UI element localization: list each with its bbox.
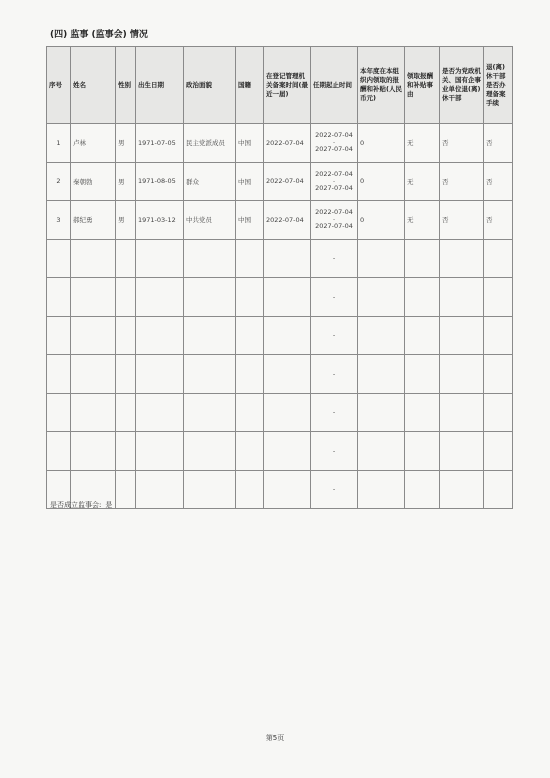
empty-cell — [47, 355, 71, 394]
cell-birth: 1971-08-05 — [136, 162, 184, 201]
empty-cell — [136, 470, 184, 509]
empty-cell — [484, 278, 513, 317]
empty-cell — [136, 393, 184, 432]
empty-cell — [440, 470, 484, 509]
cell-pay: 0 — [358, 124, 405, 163]
header-filing-time: 在登记管理机关备案时间(最近一届) — [264, 47, 311, 124]
term-separator: - — [332, 176, 336, 185]
empty-cell — [358, 432, 405, 471]
empty-cell — [484, 316, 513, 355]
empty-cell — [71, 355, 116, 394]
empty-cell — [71, 316, 116, 355]
empty-cell — [358, 393, 405, 432]
cell-pay: 0 — [358, 162, 405, 201]
empty-cell — [71, 278, 116, 317]
term-start: 2022-07-04 — [315, 169, 353, 178]
table-row — [47, 124, 513, 163]
header-term: 任期起止时间 — [311, 47, 358, 124]
empty-cell — [136, 316, 184, 355]
empty-term-cell: - — [311, 355, 358, 394]
cell-filing-time: 2022-07-04 — [264, 162, 311, 201]
cell-retired-filing: 否 — [484, 162, 513, 201]
cell-nationality: 中国 — [236, 162, 264, 201]
cell-retired-cadre: 否 — [440, 124, 484, 163]
empty-cell — [358, 316, 405, 355]
header-pay-reason: 领取报酬和补贴事由 — [405, 47, 440, 124]
empty-cell — [440, 239, 484, 278]
cell-pay-reason: 无 — [405, 201, 440, 240]
empty-cell — [236, 393, 264, 432]
empty-cell — [47, 278, 71, 317]
table-row-empty — [47, 393, 513, 432]
table-row-empty — [47, 278, 513, 317]
empty-cell — [484, 239, 513, 278]
supervisors-table — [46, 46, 513, 509]
empty-cell — [47, 316, 71, 355]
empty-cell — [184, 316, 236, 355]
empty-cell — [484, 393, 513, 432]
page-number: 第5页 — [265, 734, 285, 742]
cell-name: 卢林 — [71, 124, 116, 163]
header-pay: 本年度在本组织内领取的报酬和补贴(人民币元) — [358, 47, 405, 124]
empty-cell — [236, 470, 264, 509]
empty-cell — [116, 432, 136, 471]
empty-cell — [440, 432, 484, 471]
empty-cell — [47, 393, 71, 432]
empty-cell — [358, 239, 405, 278]
cell-nationality: 中国 — [236, 124, 264, 163]
empty-cell — [136, 355, 184, 394]
cell-retired-filing: 否 — [484, 124, 513, 163]
cell-seq: 3 — [47, 201, 71, 240]
table-row-empty — [47, 432, 513, 471]
cell-term — [311, 124, 358, 163]
header-nationality: 国籍 — [236, 47, 264, 124]
empty-cell — [440, 278, 484, 317]
empty-cell — [405, 316, 440, 355]
empty-cell — [264, 239, 311, 278]
empty-cell — [116, 470, 136, 509]
cell-gender: 男 — [116, 124, 136, 163]
empty-term-cell: - — [311, 432, 358, 471]
cell-filing-time: 2022-07-04 — [264, 124, 311, 163]
section-title: (四) 监事 (监事会) 情况 — [50, 30, 148, 40]
empty-cell — [71, 432, 116, 471]
header-gender: 性别 — [116, 47, 136, 124]
empty-cell — [405, 470, 440, 509]
table-row-empty — [47, 316, 513, 355]
empty-cell — [484, 470, 513, 509]
empty-cell — [184, 432, 236, 471]
supervisory-board-label: 是否成立监事会: — [50, 501, 102, 509]
empty-cell — [264, 278, 311, 317]
header-row — [47, 47, 513, 124]
empty-cell — [405, 355, 440, 394]
header-seq: 序号 — [47, 47, 71, 124]
empty-cell — [136, 239, 184, 278]
empty-cell — [440, 316, 484, 355]
empty-cell — [484, 432, 513, 471]
term-end: 2027-07-04 — [315, 222, 353, 231]
cell-retired-filing: 否 — [484, 201, 513, 240]
empty-cell — [71, 393, 116, 432]
empty-cell — [184, 278, 236, 317]
empty-cell — [484, 355, 513, 394]
header-name: 姓名 — [71, 47, 116, 124]
empty-cell — [358, 470, 405, 509]
cell-retired-cadre: 否 — [440, 162, 484, 201]
empty-cell — [358, 355, 405, 394]
empty-cell — [264, 470, 311, 509]
term-end: 2027-07-04 — [315, 145, 353, 154]
empty-term-cell: - — [311, 470, 358, 509]
supervisory-board-value: 是 — [105, 501, 113, 509]
empty-cell — [184, 470, 236, 509]
empty-cell — [264, 432, 311, 471]
header-retired-cadre: 是否为党政机关、国有企事业单位退(离)休干部 — [440, 47, 484, 124]
empty-cell — [47, 432, 71, 471]
empty-cell — [116, 239, 136, 278]
empty-cell — [136, 278, 184, 317]
term-start: 2022-07-04 — [315, 208, 353, 217]
cell-name: 秦朝勃 — [71, 162, 116, 201]
cell-filing-time: 2022-07-04 — [264, 201, 311, 240]
term-end: 2027-07-04 — [315, 183, 353, 192]
empty-term-cell: - — [311, 316, 358, 355]
cell-retired-cadre: 否 — [440, 201, 484, 240]
empty-cell — [236, 278, 264, 317]
header-political: 政治面貌 — [184, 47, 236, 124]
empty-cell — [405, 432, 440, 471]
empty-cell — [236, 316, 264, 355]
empty-cell — [264, 355, 311, 394]
empty-cell — [116, 393, 136, 432]
cell-birth: 1971-07-05 — [136, 124, 184, 163]
cell-birth: 1971-03-12 — [136, 201, 184, 240]
empty-cell — [47, 239, 71, 278]
empty-cell — [440, 393, 484, 432]
empty-cell — [71, 239, 116, 278]
cell-political: 民主党派成员 — [184, 124, 236, 163]
empty-cell — [264, 316, 311, 355]
empty-term-cell: - — [311, 239, 358, 278]
term-separator: - — [332, 215, 336, 224]
table-row-empty — [47, 355, 513, 394]
cell-pay-reason: 无 — [405, 162, 440, 201]
empty-cell — [136, 432, 184, 471]
header-retired-filing: 退(离)休干部是否办理备案手续 — [484, 47, 513, 124]
term-separator: - — [332, 138, 336, 147]
table-row-empty — [47, 239, 513, 278]
table-row — [47, 201, 513, 240]
cell-pay: 0 — [358, 201, 405, 240]
empty-cell — [184, 239, 236, 278]
table-row-empty — [47, 470, 513, 509]
empty-cell — [405, 239, 440, 278]
cell-nationality: 中国 — [236, 201, 264, 240]
empty-cell — [116, 316, 136, 355]
empty-cell — [184, 393, 236, 432]
empty-cell — [440, 355, 484, 394]
empty-cell — [405, 393, 440, 432]
empty-term-cell: - — [311, 393, 358, 432]
cell-term — [311, 162, 358, 201]
empty-cell — [236, 355, 264, 394]
cell-term — [311, 201, 358, 240]
cell-political: 群众 — [184, 162, 236, 201]
empty-cell — [264, 393, 311, 432]
empty-term-cell: - — [311, 278, 358, 317]
empty-cell — [405, 278, 440, 317]
empty-cell — [116, 278, 136, 317]
cell-name: 郝纪勇 — [71, 201, 116, 240]
cell-pay-reason: 无 — [405, 124, 440, 163]
cell-seq: 2 — [47, 162, 71, 201]
empty-cell — [236, 432, 264, 471]
empty-cell — [184, 355, 236, 394]
supervisory-board-note — [50, 500, 116, 510]
cell-gender: 男 — [116, 162, 136, 201]
cell-gender: 男 — [116, 201, 136, 240]
table-row — [47, 162, 513, 201]
term-start: 2022-07-04 — [315, 131, 353, 140]
empty-cell — [358, 278, 405, 317]
cell-seq: 1 — [47, 124, 71, 163]
empty-cell — [236, 239, 264, 278]
header-birth: 出生日期 — [136, 47, 184, 124]
cell-political: 中共党员 — [184, 201, 236, 240]
empty-cell — [116, 355, 136, 394]
